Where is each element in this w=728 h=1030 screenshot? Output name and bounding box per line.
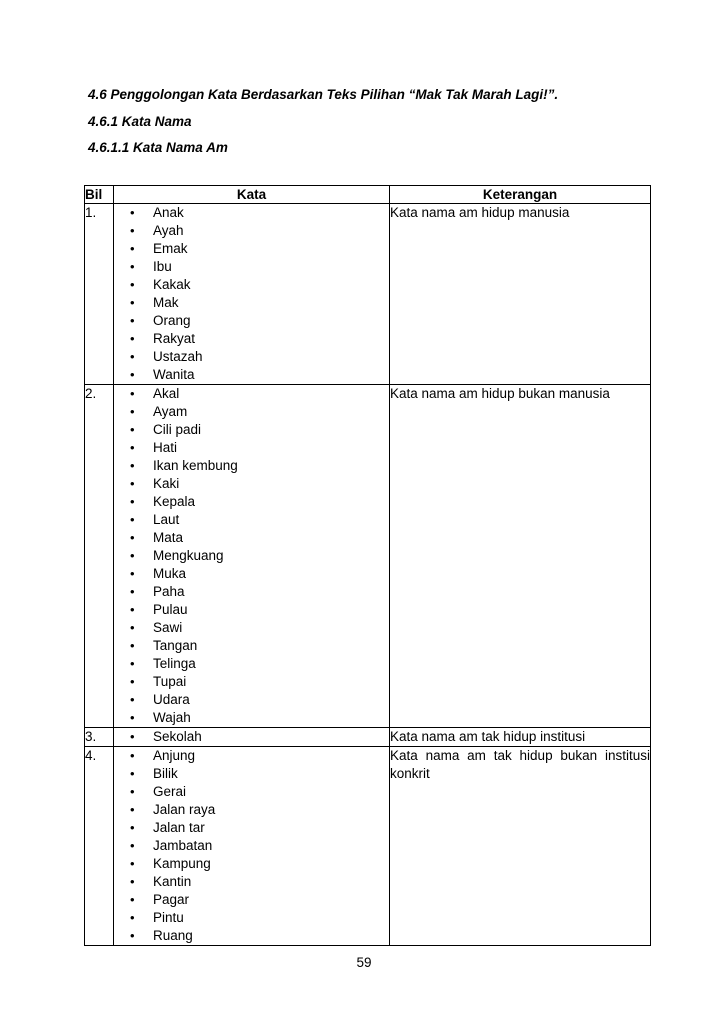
list-item: • Ruang [114, 927, 389, 945]
kata-cell [114, 747, 390, 946]
list-item: • Anjung [114, 747, 389, 765]
list-item: • Paha [114, 583, 389, 601]
page-number: 59 [356, 955, 372, 970]
keterangan-cell: Kata nama am tak hidup bukan institusi konkrit [390, 747, 651, 946]
table-row [85, 385, 651, 728]
list-item: • Jambatan [114, 837, 389, 855]
list-item: • Mak [114, 294, 389, 312]
keterangan-cell: Kata nama am hidup bukan manusia [390, 385, 651, 728]
list-item: • Kampung [114, 855, 389, 873]
list-item: • Muka [114, 565, 389, 583]
subsection-heading: 4.6.1 Kata Nama [88, 114, 192, 129]
header-kata: Kata [114, 186, 390, 204]
list-item: • Udara [114, 691, 389, 709]
list-item: • Rakyat [114, 330, 389, 348]
section-heading: 4.6 Penggolongan Kata Berdasarkan Teks Pilihan “Mak Tak Marah Lagi!”. [88, 87, 559, 102]
list-item: • Mengkuang [114, 547, 389, 565]
header-bil: Bil [85, 186, 114, 204]
subsubsection-heading: 4.6.1.1 Kata Nama Am [88, 140, 228, 155]
list-item: • Pagar [114, 891, 389, 909]
kata-nama-table [84, 185, 651, 946]
table-body [85, 204, 651, 946]
list-item: • Ayah [114, 222, 389, 240]
list-item: • Pintu [114, 909, 389, 927]
kata-list [114, 728, 389, 746]
list-item: • Kaki [114, 475, 389, 493]
row-number: 4. [85, 747, 114, 946]
list-item: • Ustazah [114, 348, 389, 366]
list-item: • Laut [114, 511, 389, 529]
row-number: 2. [85, 385, 114, 728]
list-item: • Kakak [114, 276, 389, 294]
list-item: • Hati [114, 439, 389, 457]
list-item: • Tangan [114, 637, 389, 655]
list-item: • Jalan tar [114, 819, 389, 837]
keterangan-cell: Kata nama am tak hidup institusi [390, 728, 651, 747]
list-item: • Kantin [114, 873, 389, 891]
header-keterangan: Keterangan [390, 186, 651, 204]
list-item: • Ayam [114, 403, 389, 421]
kata-cell [114, 728, 390, 747]
kata-list [114, 385, 389, 727]
list-item: • Akal [114, 385, 389, 403]
list-item: • Cili padi [114, 421, 389, 439]
list-item: • Bilik [114, 765, 389, 783]
table-header-row [85, 186, 651, 204]
list-item: • Anak [114, 204, 389, 222]
list-item: • Tupai [114, 673, 389, 691]
list-item: • Kepala [114, 493, 389, 511]
list-item: • Ibu [114, 258, 389, 276]
list-item: • Sekolah [114, 728, 389, 746]
list-item: • Mata [114, 529, 389, 547]
list-item: • Ikan kembung [114, 457, 389, 475]
list-item: • Orang [114, 312, 389, 330]
list-item: • Jalan raya [114, 801, 389, 819]
kata-list [114, 204, 389, 384]
list-item: • Wanita [114, 366, 389, 384]
list-item: • Sawi [114, 619, 389, 637]
table-row [85, 747, 651, 946]
kata-list [114, 747, 389, 945]
list-item: • Emak [114, 240, 389, 258]
table-row [85, 728, 651, 747]
kata-cell [114, 204, 390, 385]
list-item: • Pulau [114, 601, 389, 619]
kata-cell [114, 385, 390, 728]
list-item: • Gerai [114, 783, 389, 801]
keterangan-cell: Kata nama am hidup manusia [390, 204, 651, 385]
table-row [85, 204, 651, 385]
list-item: • Wajah [114, 709, 389, 727]
list-item: • Telinga [114, 655, 389, 673]
row-number: 1. [85, 204, 114, 385]
row-number: 3. [85, 728, 114, 747]
